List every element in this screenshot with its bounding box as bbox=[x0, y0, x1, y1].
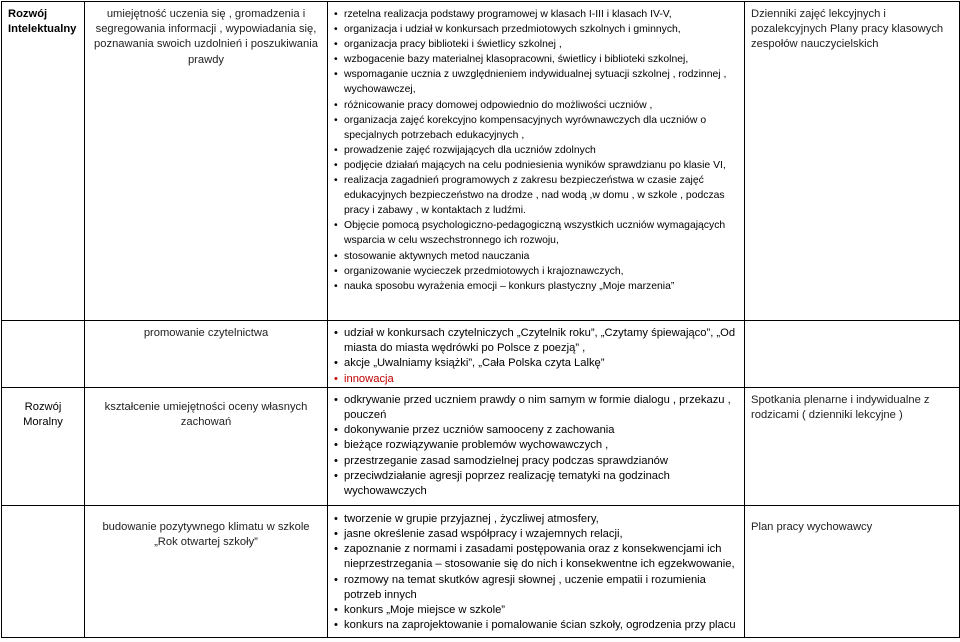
goal-cell bbox=[85, 2, 328, 321]
list-item: • dokonywanie przez uczniów samooceny z zachowania bbox=[334, 423, 738, 438]
goal-text: umiejętność uczenia się , gromadzenia i segregowania informacji , wypowiadania się, poznawania swoich uzdolnień i poszukiwania prawdy bbox=[94, 8, 318, 66]
documentation-cell bbox=[745, 321, 960, 388]
area-label: Rozwój Intelektualny bbox=[8, 8, 77, 36]
list-item: • rozmowy na temat skutków agresji słownej , uczenie empatii i rozumienia potrzeb innych bbox=[334, 573, 738, 603]
list-item: • udział w konkursach czytelniczych „Czytelnik roku”, „Czytamy śpiewająco”, „Od miasta do miasta wędrówki po Polsce z poezją” , bbox=[334, 326, 738, 356]
activities-cell bbox=[328, 387, 745, 505]
goal-text: budowanie pozytywnego klimatu w szkole „Rok otwartej szkoły” bbox=[102, 520, 310, 549]
list-item: • organizacja i udział w konkursach przedmiotowych szkolnych i gminnych, bbox=[334, 22, 738, 37]
documentation-cell bbox=[745, 2, 960, 321]
table-row bbox=[2, 2, 960, 321]
list-item: • realizacja zagadnień programowych z zakresu bezpieczeństwa w czasie zajęć edukacyjnych bezpieczeństwo na drodze , nad wodą ,w domu , w szkole , podczas pracy i zabawy , w kontaktach z ludźmi. bbox=[334, 173, 738, 218]
activities-cell bbox=[328, 505, 745, 637]
activities-list bbox=[334, 512, 738, 634]
table-row bbox=[2, 505, 960, 637]
activities-cell bbox=[328, 321, 745, 388]
list-item: • prowadzenie zajęć rozwijających dla uczniów zdolnych bbox=[334, 143, 738, 158]
list-item: • organizacja zajęć korekcyjno kompensacyjnych wyrównawczych dla uczniów o specjalnych potrzebach edukacyjnych , bbox=[334, 113, 738, 143]
list-item: • organizacja pracy biblioteki i świetlicy szkolnej , bbox=[334, 37, 738, 52]
documentation-text: Plan pracy wychowawcy bbox=[751, 520, 873, 533]
area-cell bbox=[2, 2, 85, 321]
activities-list bbox=[334, 7, 738, 294]
list-item: • jasne określenie zasad współpracy i wzajemnych relacji, bbox=[334, 527, 738, 542]
list-item: • akcje „Uwalniamy książki”, „Cała Polska czyta Lalkę” bbox=[334, 356, 738, 371]
activities-list bbox=[334, 326, 738, 387]
documentation-cell bbox=[745, 387, 960, 505]
plan-table bbox=[1, 1, 960, 638]
list-item: • nauka sposobu wyrażenia emocji – konkurs plastyczny „Moje marzenia” bbox=[334, 279, 738, 294]
list-item: • bieżące rozwiązywanie problemów wychowawczych , bbox=[334, 438, 738, 453]
table-row bbox=[2, 387, 960, 505]
list-item: • odkrywanie przed uczniem prawdy o nim samym w formie dialogu , przekazu , pouczeń bbox=[334, 393, 738, 423]
list-item: • konkurs „Moje miejsce w szkole” bbox=[334, 603, 738, 618]
documentation-text: Spotkania plenarne i indywidualne z rodzicami ( dzienniki lekcyjne ) bbox=[751, 393, 930, 422]
area-cell bbox=[2, 387, 85, 505]
area-label: Rozwój Moralny bbox=[23, 400, 63, 429]
goal-cell bbox=[85, 505, 328, 637]
list-item: • podjęcie działań mających na celu podniesienia wyników sprawdzianu po klasie VI, bbox=[334, 158, 738, 173]
list-item: • Objęcie pomocą psychologiczno-pedagogiczną wszystkich uczniów wymagających wsparcia w celu wszechstronnego ich rozwoju, bbox=[334, 218, 738, 248]
documentation-cell bbox=[745, 505, 960, 637]
activities-list bbox=[334, 393, 738, 499]
table-row bbox=[2, 321, 960, 388]
goal-text: promowanie czytelnictwa bbox=[143, 327, 269, 339]
list-item: • wzbogacenie bazy materialnej klasopracowni, świetlicy i biblioteki szkolnej, bbox=[334, 52, 738, 67]
area-cell bbox=[2, 321, 85, 388]
list-item: • tworzenie w grupie przyjaznej , życzliwej atmosfery, bbox=[334, 512, 738, 527]
list-item: • zapoznanie z normami i zasadami postępowania oraz z konsekwencjami ich nieprzestrzegania – stosowanie się do nich i konsekwentne ich egzekwowanie, bbox=[334, 542, 738, 572]
list-item: • różnicowanie pracy domowej odpowiednio do możliwości uczniów , bbox=[334, 98, 738, 113]
area-cell bbox=[2, 505, 85, 637]
list-item: • przestrzeganie zasad samodzielnej pracy podczas sprawdzianów bbox=[334, 454, 738, 469]
list-item: • stosowanie aktywnych metod nauczania bbox=[334, 249, 738, 264]
activities-cell bbox=[328, 2, 745, 321]
goal-text: kształcenie umiejętności oceny własnych zachowań bbox=[104, 400, 308, 429]
list-item: • konkurs na zaprojektowanie i pomalowanie ścian szkoły, ogrodzenia przy placu bbox=[334, 618, 738, 633]
list-item: • wspomaganie ucznia z uwzględnieniem indywidualnej sytuacji szkolnej , rodzinnej , wychowawczej, bbox=[334, 67, 738, 97]
list-item: • przeciwdziałanie agresji poprzez realizację tematyki na godzinach wychowawczych bbox=[334, 469, 738, 499]
goal-cell bbox=[85, 387, 328, 505]
list-item: • innowacja bbox=[334, 372, 738, 387]
documentation-text: Dzienniki zajęć lekcyjnych i pozalekcyjnych Plany pracy klasowych zespołów nauczycielskich bbox=[751, 8, 944, 51]
list-item: • rzetelna realizacja podstawy programowej w klasach I-III i klasach IV-V, bbox=[334, 7, 738, 22]
list-item: • organizowanie wycieczek przedmiotowych i krajoznawczych, bbox=[334, 264, 738, 279]
goal-cell bbox=[85, 321, 328, 388]
